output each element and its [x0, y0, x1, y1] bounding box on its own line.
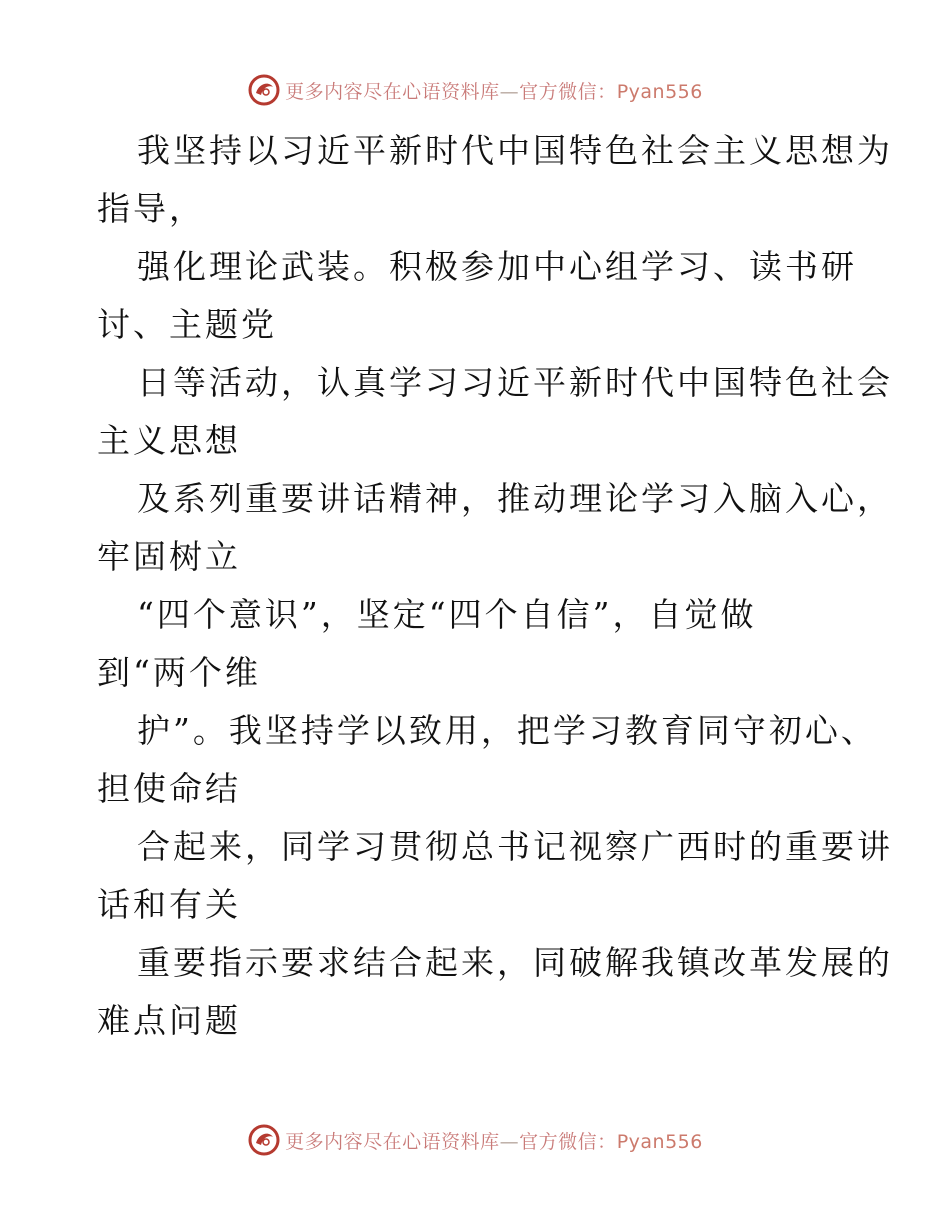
red-swirl-logo-icon — [247, 73, 281, 107]
header-watermark — [0, 70, 950, 110]
watermark-official: 官方微信： — [519, 1130, 617, 1153]
watermark-text — [285, 1127, 703, 1154]
text-line: 难点问题 — [97, 1001, 241, 1040]
watermark-text — [285, 77, 703, 104]
watermark-separator: — — [499, 80, 520, 103]
text-line: 及系列重要讲话精神，推动理论学习入脑入心， — [137, 479, 893, 518]
text-line: 讨、主题党 — [97, 305, 277, 344]
text-line: 强化理论武装。积极参加中心组学习、读书研 — [137, 247, 857, 286]
watermark-cn: 更多内容尽在心语资料库 — [285, 1130, 500, 1153]
text-line: 合起来，同学习贯彻总书记视察广西时的重要讲 — [137, 827, 893, 866]
text-line: “四个意识”，坚定“四个自信”，自觉做 — [137, 595, 757, 634]
watermark-separator: — — [499, 1130, 520, 1153]
text-line: 主义思想 — [97, 421, 241, 460]
text-line: 到“两个维 — [97, 653, 261, 692]
watermark-official: 官方微信： — [519, 80, 617, 103]
red-swirl-logo-icon — [247, 1123, 281, 1157]
text-line: 担使命结 — [97, 769, 241, 808]
text-line: 护”。我坚持学以致用，把学习教育同守初心、 — [137, 711, 877, 750]
text-line: 重要指示要求结合起来，同破解我镇改革发展的 — [137, 943, 893, 982]
text-line: 我坚持以习近平新时代中国特色社会主义思想为 — [137, 131, 893, 170]
watermark-account: Pyan556 — [616, 1130, 703, 1153]
text-line: 牢固树立 — [97, 537, 241, 576]
text-line: 话和有关 — [97, 885, 241, 924]
watermark-account: Pyan556 — [616, 80, 703, 103]
footer-watermark — [0, 1120, 950, 1160]
text-line: 指导， — [97, 189, 205, 228]
watermark-cn: 更多内容尽在心语资料库 — [285, 80, 500, 103]
document-body — [97, 122, 893, 1050]
text-line: 日等活动，认真学习习近平新时代中国特色社会 — [137, 363, 893, 402]
